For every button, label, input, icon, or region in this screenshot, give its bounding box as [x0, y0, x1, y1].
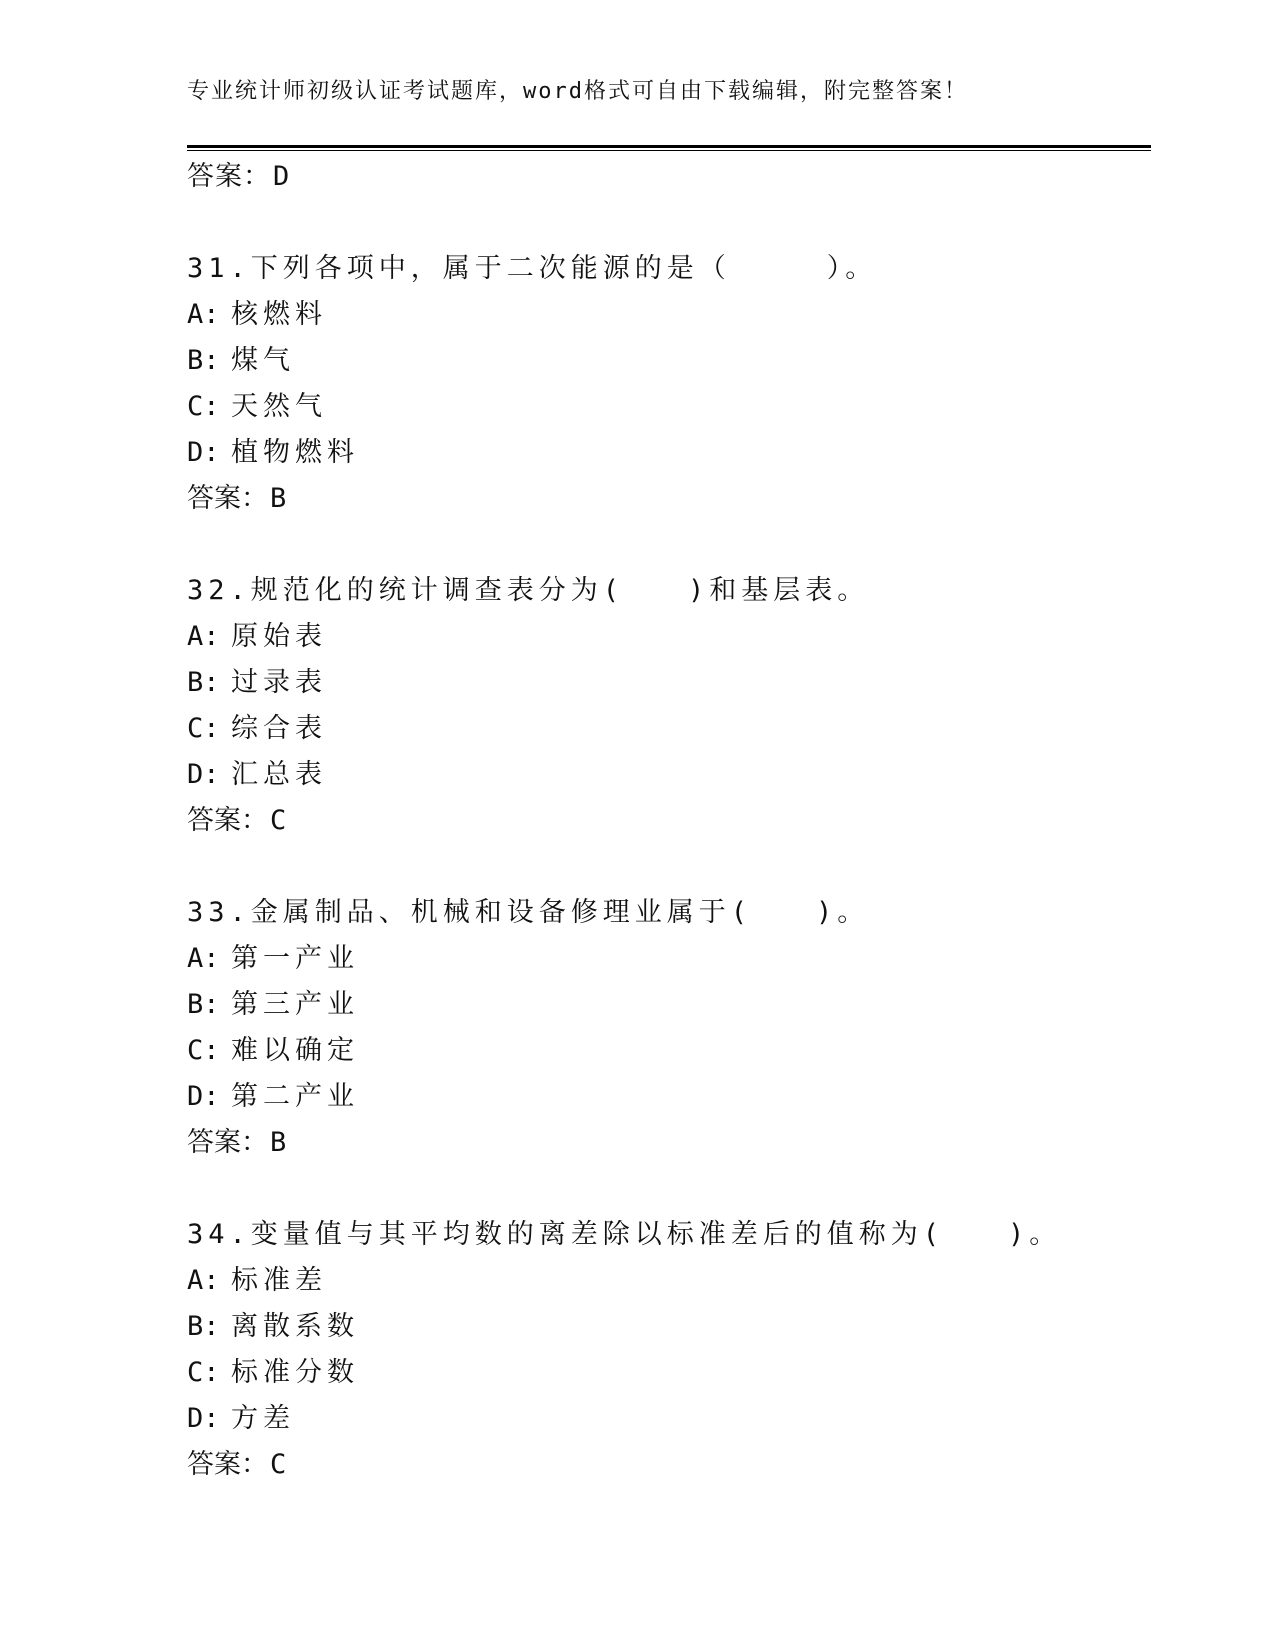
question-34 — [187, 1212, 1151, 1488]
option-letter: B: — [187, 345, 220, 376]
option-text: 离散系数 — [231, 1311, 359, 1342]
option-letter: A: — [187, 1265, 220, 1296]
option-text: 汇总表 — [231, 759, 327, 790]
answer-label: 答案： — [187, 1127, 268, 1158]
question-stem: 34.变量值与其平均数的离差除以标准差后的值称为( )。 — [187, 1219, 1062, 1250]
question-stem: 33.金属制品、机械和设备修理业属于( )。 — [187, 897, 870, 928]
option-d — [187, 1396, 1151, 1442]
page-header: 专业统计师初级认证考试题库，word格式可自由下载编辑，附完整答案！ — [187, 79, 968, 104]
option-letter: A: — [187, 299, 220, 330]
option-text: 标准差 — [231, 1265, 327, 1296]
document-body — [187, 154, 1151, 1488]
option-letter: C: — [187, 1035, 220, 1066]
option-letter: A: — [187, 943, 220, 974]
option-letter: A: — [187, 621, 220, 652]
answer-label: 答案： — [187, 805, 268, 836]
answer-label: 答案： — [187, 483, 268, 514]
option-text: 过录表 — [231, 667, 327, 698]
answer-value: B — [270, 483, 287, 514]
option-text: 核燃料 — [231, 299, 327, 330]
option-letter: B: — [187, 667, 220, 698]
option-letter: D: — [187, 1403, 220, 1434]
question-31 — [187, 246, 1151, 522]
question-answer — [187, 1442, 1151, 1488]
option-c — [187, 706, 1151, 752]
option-b — [187, 982, 1151, 1028]
header-rule-thin — [187, 150, 1151, 151]
question-stem: 32.规范化的统计调查表分为( )和基层表。 — [187, 575, 870, 606]
option-letter: D: — [187, 759, 220, 790]
option-a — [187, 936, 1151, 982]
option-text: 第一产业 — [231, 943, 359, 974]
header-rule-thick — [187, 145, 1151, 148]
option-letter: C: — [187, 713, 220, 744]
previous-answer — [187, 154, 1151, 200]
option-letter: D: — [187, 437, 220, 468]
answer-value: C — [270, 1449, 287, 1480]
question-answer — [187, 476, 1151, 522]
option-text: 难以确定 — [231, 1035, 359, 1066]
option-b — [187, 1304, 1151, 1350]
answer-label: 答案： — [187, 161, 271, 192]
option-text: 标准分数 — [231, 1357, 359, 1388]
option-letter: B: — [187, 989, 220, 1020]
question-answer — [187, 1120, 1151, 1166]
question-32 — [187, 568, 1151, 844]
answer-label: 答案： — [187, 1449, 268, 1480]
option-text: 综合表 — [231, 713, 327, 744]
option-text: 第三产业 — [231, 989, 359, 1020]
option-letter: D: — [187, 1081, 220, 1112]
option-d — [187, 1074, 1151, 1120]
option-a — [187, 292, 1151, 338]
question-stem: 31.下列各项中，属于二次能源的是（ ）。 — [187, 253, 878, 284]
option-a — [187, 614, 1151, 660]
option-b — [187, 660, 1151, 706]
option-letter: C: — [187, 1357, 220, 1388]
option-letter: C: — [187, 391, 220, 422]
option-a — [187, 1258, 1151, 1304]
option-text: 天然气 — [231, 391, 327, 422]
answer-value: B — [270, 1127, 287, 1158]
option-b — [187, 338, 1151, 384]
option-text: 植物燃料 — [231, 437, 359, 468]
option-d — [187, 430, 1151, 476]
answer-value: C — [270, 805, 287, 836]
option-d — [187, 752, 1151, 798]
option-letter: B: — [187, 1311, 220, 1342]
option-text: 煤气 — [231, 345, 295, 376]
option-c — [187, 1028, 1151, 1074]
option-text: 方差 — [231, 1403, 295, 1434]
option-text: 第二产业 — [231, 1081, 359, 1112]
option-c — [187, 1350, 1151, 1396]
option-text: 原始表 — [231, 621, 327, 652]
answer-value: D — [273, 161, 290, 192]
question-33 — [187, 890, 1151, 1166]
question-answer — [187, 798, 1151, 844]
option-c — [187, 384, 1151, 430]
